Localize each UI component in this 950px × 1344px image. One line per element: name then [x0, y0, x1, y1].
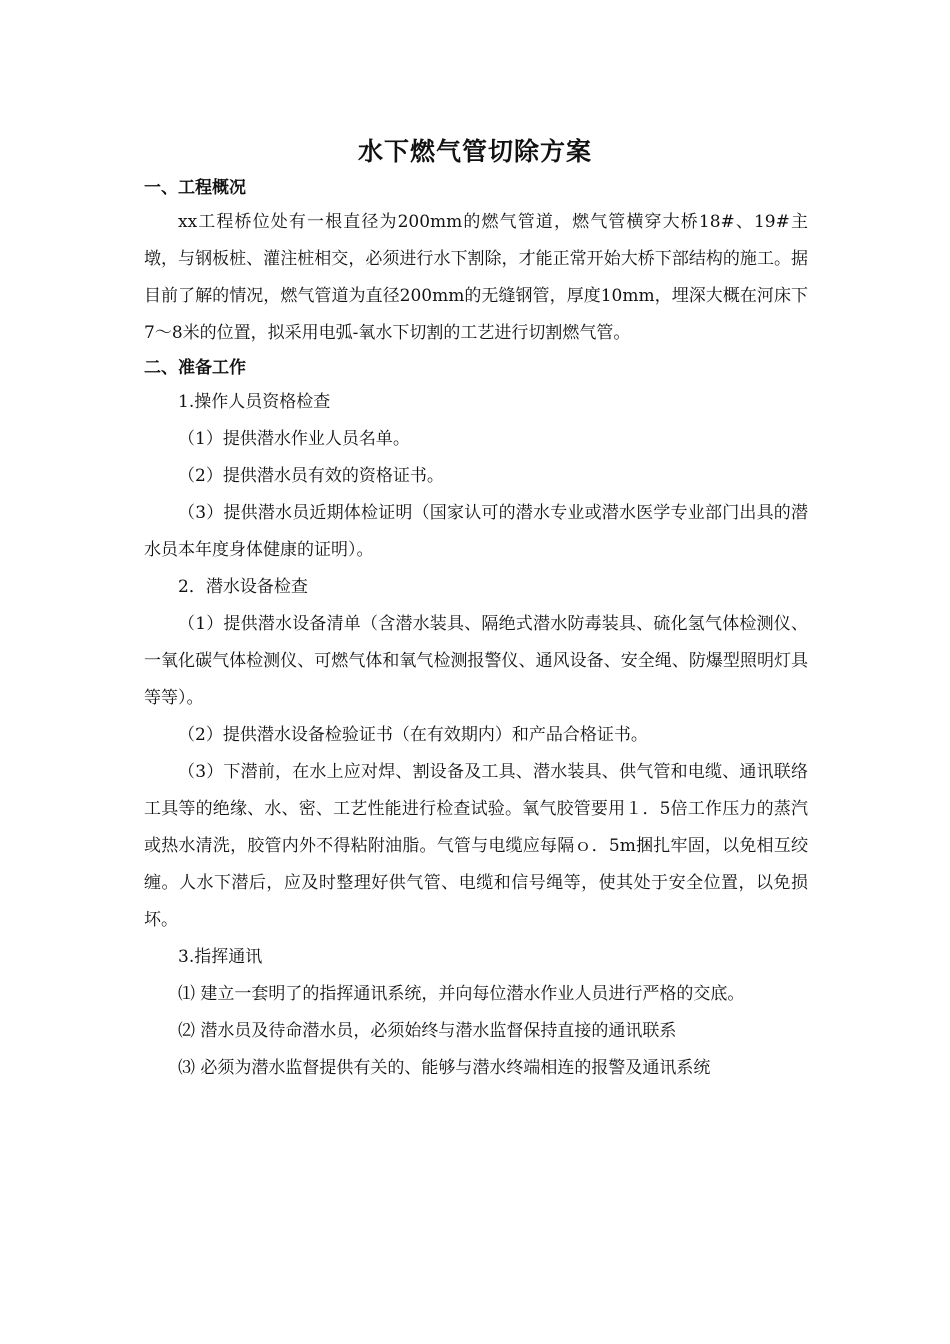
- section-heading-overview: 一、工程概况: [144, 178, 246, 198]
- subheading-personnel-check: 1.操作人员资格检查: [178, 392, 331, 412]
- document-title: 水下燃气管切除方案: [357, 137, 592, 166]
- list-item: （3）提供潜水员近期体检证明（国家认可的潜水专业或潜水医学专业部门出具的潜水员本年度身体健康的证明）。: [144, 503, 808, 560]
- section-heading-preparation: 二、准备工作: [144, 358, 246, 378]
- list-item: （2）提供潜水设备检验证书（在有效期内）和产品合格证书。: [178, 725, 648, 745]
- document-body: [144, 172, 808, 1087]
- subheading-command-communication: 3.指挥通讯: [178, 947, 263, 967]
- list-item: （1）提供潜水作业人员名单。: [178, 429, 410, 449]
- list-item: （3）下潜前，在水上应对焊、割设备及工具、潜水装具、供气管和电缆、通讯联络工具等的绝缘、水、密、工艺性能进行检查试验。氧气胶管要用１．5倍工作压力的蒸汽或热水清洗，胶管内外不得粘附油脂。气管与电缆应每隔ｏ．5m捆扎牢固，以免相互绞缠。人水下潜后，应及时整理好供气管、电缆和信号绳等，使其处于安全位置，以免损坏。: [144, 762, 808, 930]
- list-item: ⑵ 潜水员及待命潜水员，必须始终与潜水监督保持直接的通讯联系: [178, 1021, 677, 1041]
- overview-paragraph: xx工程桥位处有一根直径为200mm的燃气管道，燃气管横穿大桥18#、19#主墩，与钢板桩、灌注桩相交，必须进行水下割除，才能正常开始大桥下部结构的施工。据目前了解的情况，燃气管道为直径200mm的无缝钢管，厚度10mm，埋深大概在河床下7～8米的位置，拟采用电弧-氧水下切割的工艺进行切割燃气管。: [144, 212, 808, 343]
- list-item: ⑶ 必须为潜水监督提供有关的、能够与潜水终端相连的报警及通讯系统: [178, 1058, 711, 1078]
- subheading-equipment-check: 2．潜水设备检查: [178, 577, 308, 597]
- list-item: ⑴ 建立一套明了的指挥通讯系统，并向每位潜水作业人员进行严格的交底。: [178, 984, 745, 1004]
- list-item: （1）提供潜水设备清单（含潜水装具、隔绝式潜水防毒装具、硫化氢气体检测仪、一氧化碳气体检测仪、可燃气体和氧气检测报警仪、通风设备、安全绳、防爆型照明灯具等等）。: [144, 614, 808, 708]
- list-item: （2）提供潜水员有效的资格证书。: [178, 466, 444, 486]
